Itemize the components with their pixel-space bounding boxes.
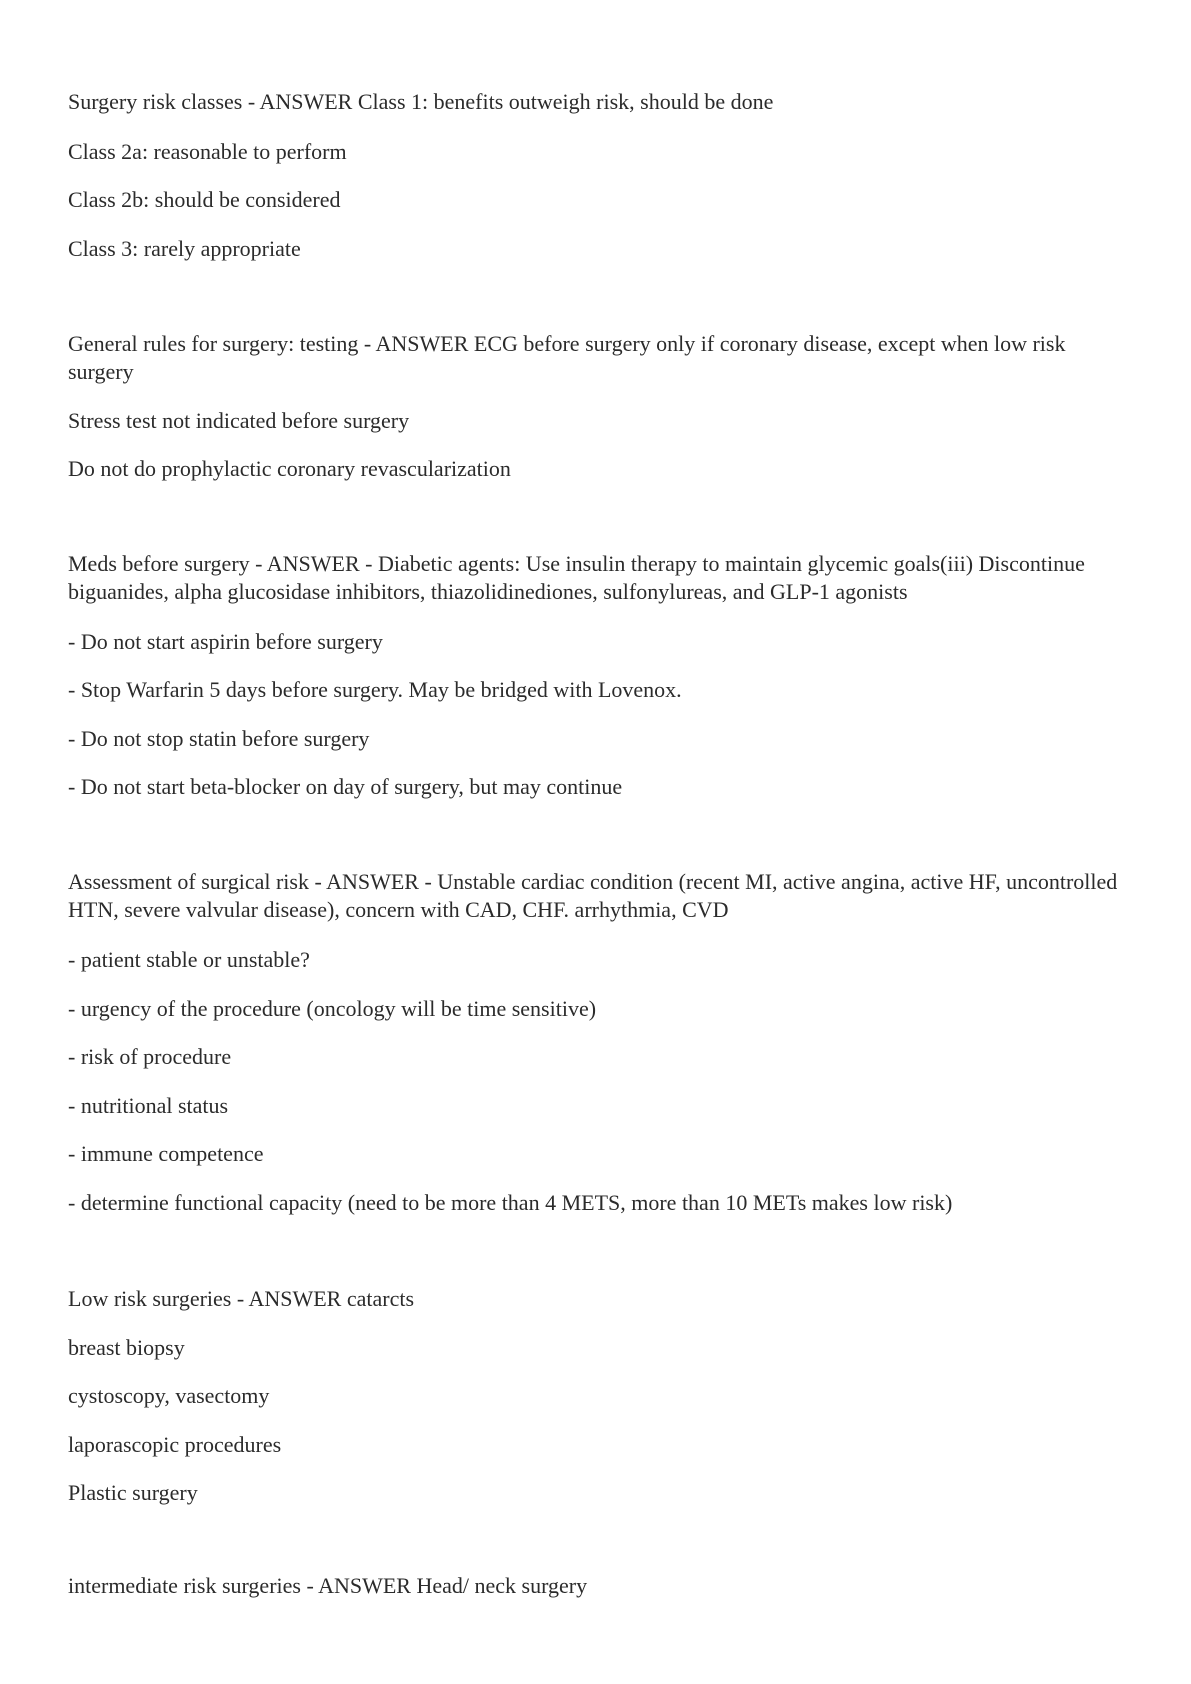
section-1-line-1: Surgery risk classes - ANSWER Class 1: benefits outweigh risk, should be done [68,89,774,114]
section-4-line-7: - determine functional capacity (need to be more than 4 METS, more than 10 METs makes low risk) [68,1190,953,1215]
section-4-line-3: - urgency of the procedure (oncology will be time sensitive) [68,996,597,1021]
section-4-line-4: - risk of procedure [68,1044,232,1069]
section-1-line-3: Class 2b: should be considered [68,187,341,212]
section-2-line-2: Stress test not indicated before surgery [68,408,410,433]
section-5-line-4: laporascopic procedures [68,1432,282,1457]
section-1-line-2: Class 2a: reasonable to perform [68,139,347,164]
section-4-line-1: Assessment of surgical risk - ANSWER - Unstable cardiac condition (recent MI, active angina, active HF, uncontrolled HTN, severe valvular disease), concern with CAD, CHF. arrhythmia, CVD [68,869,1118,922]
section-4-line-6: - immune competence [68,1141,264,1166]
section-3-line-2: - Do not start aspirin before surgery [68,629,383,654]
section-2-line-1: General rules for surgery: testing - ANSWER ECG before surgery only if coronary disease, except when low risk surgery [68,331,1066,384]
section-4-line-2: - patient stable or unstable? [68,947,310,972]
section-5-line-5: Plastic surgery [68,1480,198,1505]
section-6-line-1: intermediate risk surgeries - ANSWER Head/ neck surgery [68,1573,588,1598]
section-5-line-2: breast biopsy [68,1335,185,1360]
section-3-line-3: - Stop Warfarin 5 days before surgery. May be bridged with Lovenox. [68,677,682,702]
section-5-line-3: cystoscopy, vasectomy [68,1383,270,1408]
section-4-line-5: - nutritional status [68,1093,229,1118]
section-5-line-1: Low risk surgeries - ANSWER catarcts [68,1286,415,1311]
section-3-line-1: Meds before surgery - ANSWER - Diabetic agents: Use insulin therapy to maintain glycemic goals(iii) Discontinue biguanides, alpha glucosidase inhibitors, thiazolidinediones, sulfonylureas, and GLP-1 agonists [68,551,1085,604]
section-2-line-3: Do not do prophylactic coronary revascularization [68,456,511,481]
section-3-line-4: - Do not stop statin before surgery [68,726,370,751]
section-1-line-4: Class 3: rarely appropriate [68,236,301,261]
section-3-line-5: - Do not start beta-blocker on day of surgery, but may continue [68,774,623,799]
